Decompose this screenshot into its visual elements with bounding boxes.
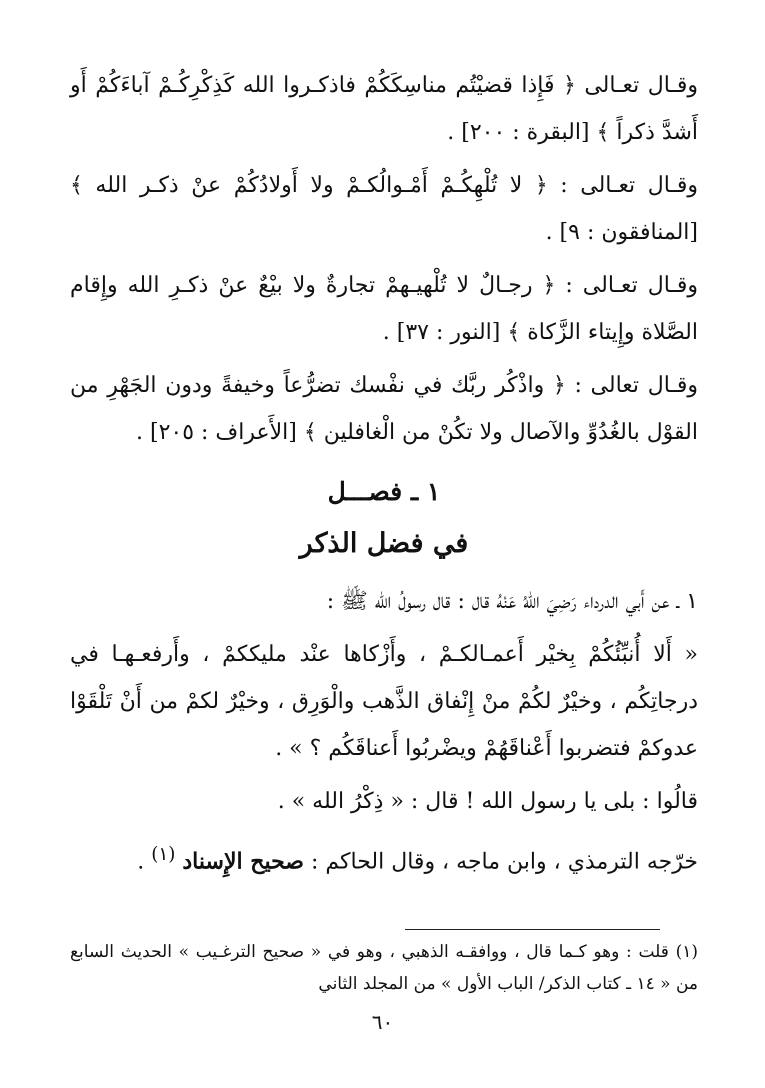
page-number: ٦٠ [371, 1010, 394, 1034]
footnote-marker: (١) [151, 844, 176, 865]
source-grade: صحيح الإِسناد [182, 848, 304, 875]
source-suffix: . [137, 849, 145, 875]
page-body [70, 62, 698, 897]
footnote-divider [405, 929, 660, 930]
verse-paragraph-araf: وقـال تعالى : ﴿ واذْكُر ربَّك في نفْسك تضرُّعاً وخيفةً ودون الجَهْرِ من القوْل بالغُدُوِّ والآصال ولا تكُنْ من الْغافلين ﴾ [الأَعراف : ٢٠٥] . [70, 373, 698, 445]
verse-paragraph-munafiqun: وقـال تعـالى : ﴿ لا تُلْهِكُـمْ أَمْـوالُكـمْ ولا أَولادُكُمْ عنْ ذكـر الله ﴾ [المنافقون : ٩] . [70, 173, 698, 245]
footnote-text: (١) قلت : وهو كـما قال ، ووافقـه الذهبي ، وهو في « صحيح الترغـيب » الحديث السابع من « ١٤ ـ كتاب الذكر/ الباب الأول » من المجلد الثاني [70, 942, 698, 994]
section-number-title: ١ ـ فصـــل [327, 477, 441, 506]
hadith-intro: ١ ـ عن أَبي الدرداء رَضِيَ اللهُ عَنْهُ قال : قال رسولُ الله ﷺ : [326, 589, 698, 614]
section-subtitle: في فضل الذكر [299, 528, 469, 559]
verse-paragraph-baqarah: وقـال تعـالى ﴿ فَإِذا قضيْتُم مناسِكَكُمْ فاذكـروا الله كَذِكْرِكُـمْ آباءَكُمْ أَو أَشدَّ ذكراً ﴾ [البقرة : ٢٠٠] . [70, 73, 698, 145]
source-prefix: خرّجه الترمذي ، وابن ماجه ، وقال الحاكم : [311, 849, 698, 875]
hadith-text: « أَلا أُنبِّئُكُمْ بِخيْر أَعمـالكـمْ ، وأَزْكاها عنْد مليككمْ ، وأَرفعـهـا في درجاتِكُم ، وخيْرٌ لكُمْ منْ إِنْفاق الذَّهب والْوَرِق ، وخيْرٌ لكمْ من أَنْ تَلْقَوْا عدوكمْ فتضربوا أَعْناقَهُمْ ويضْربُوا أَعناقَكُم ؟ » . [70, 642, 698, 761]
hadith-source [70, 831, 698, 885]
hadith-answer: قالُوا : بلى يا رسول الله ! قال : « ذِكْرُ الله » . [277, 789, 698, 814]
verse-paragraph-nur: وقـال تعـالى : ﴿ رجـالٌ لا تُلْهيـهمْ تجارةٌ ولا بيْعٌ عنْ ذكـرِ الله وإِقام الصَّلاة وإِيتاء الزَّكاة ﴾ [النور : ٣٧] . [70, 273, 698, 345]
